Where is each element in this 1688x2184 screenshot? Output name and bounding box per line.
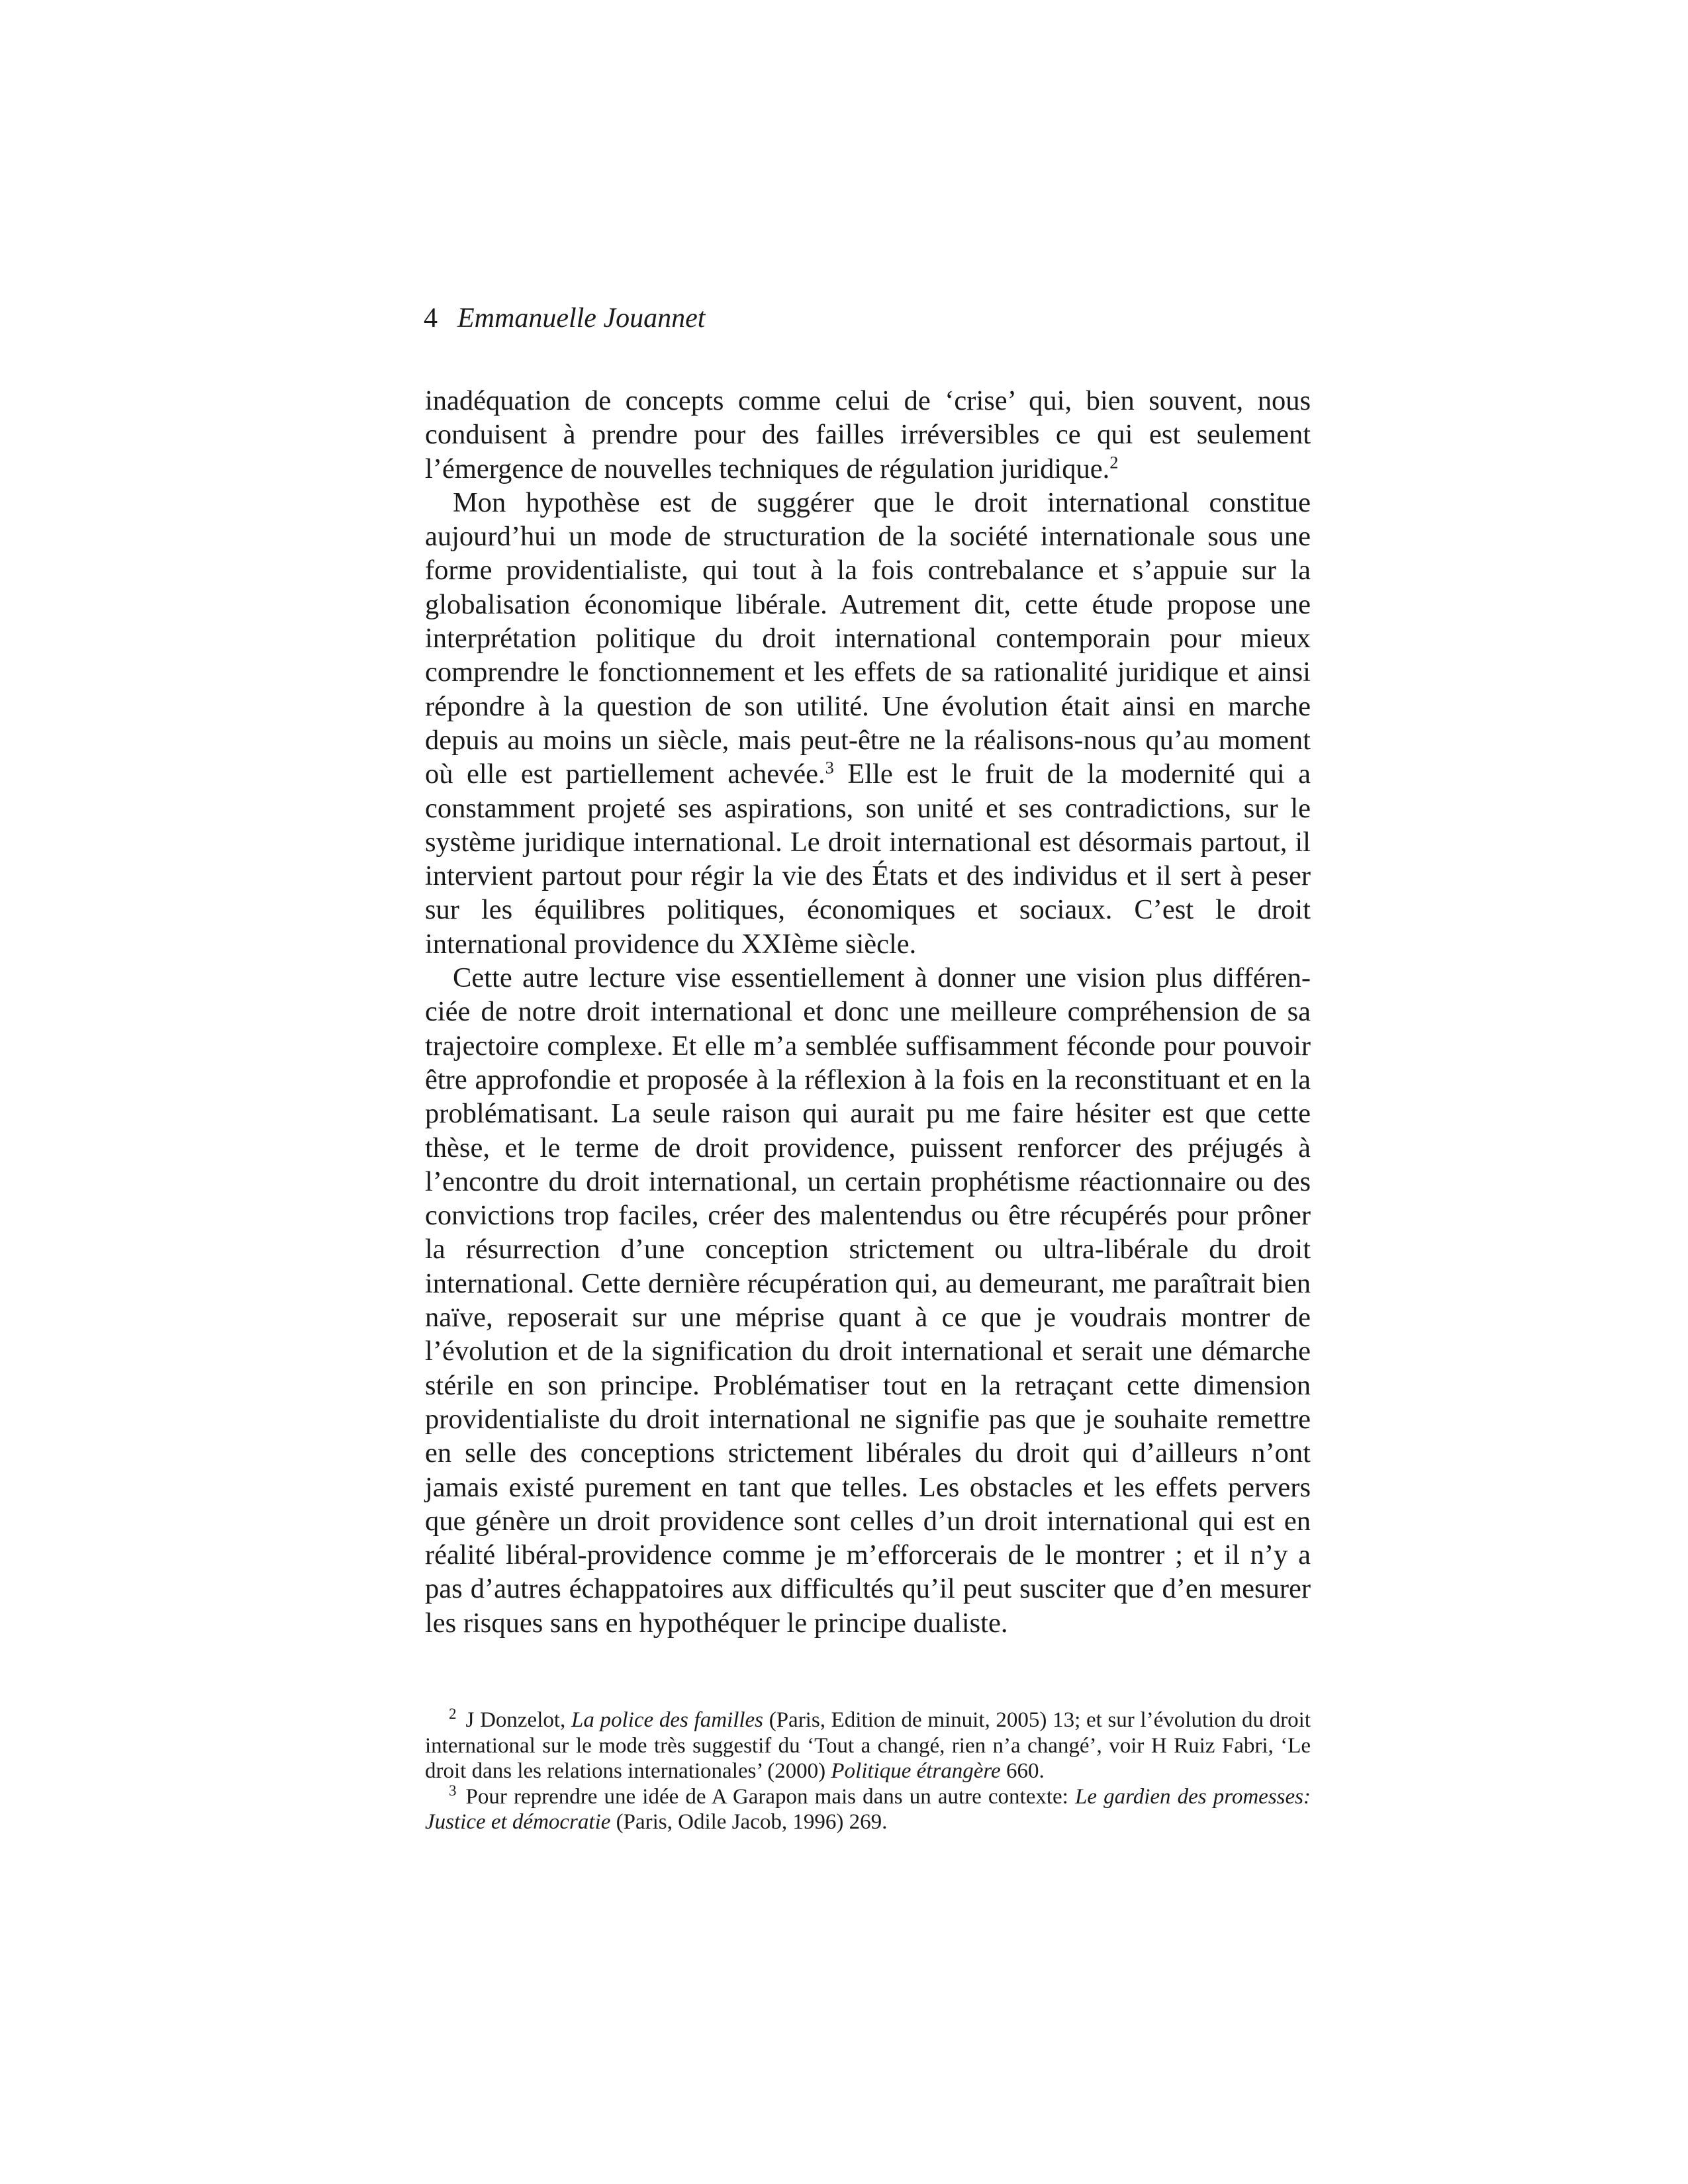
- paragraph-2: [425, 486, 1311, 961]
- running-head: [424, 301, 1311, 336]
- footnote-3-mark: 3: [449, 1781, 457, 1799]
- body-text: [425, 384, 1311, 1640]
- footnote-ref-3[interactable]: 3: [825, 758, 834, 778]
- footnote-2: [425, 1707, 1311, 1784]
- paragraph-2-text-a: Mon hypothèse est de suggérer que le droit international constitue aujourd’hui un mode de structuration de la société internationale sous une forme providentialiste, qui tout à la fois contrebalance et s’appuie sur la globalisation économique libérale. Autrement dit, cette étude propose une interprétation politique du droit international contemporain pour mieux comprendre le fonctionnement et les effets de sa rationalité juridique et ainsi répondre à la question de son utilité. Une évolution était ainsi en marche depuis au moins un siècle, mais peut-être ne la réalisons-nous qu’au moment où elle est partiellement achevée.: [425, 486, 1311, 790]
- footnote-2-title-2: Politique étrangère: [831, 1759, 1001, 1783]
- footnote-2-text-2: (Paris, Edition de minuit, 2005) 13; et sur l’évolution du droit international sur le mode très suggestif du ‘Tout a changé, rien n’a changé’, voir H Ruiz Fabri, ‘Le droit dans les relations internationales’ (2000): [425, 1708, 1311, 1783]
- footnote-3-title-1: Le gardien des promesses: Justice et démocratie: [425, 1784, 1311, 1834]
- running-head-author: Emmanuelle Jouannet: [457, 303, 706, 334]
- footnote-2-text-1: J Donzelot,: [465, 1708, 571, 1732]
- paragraph-1-text: inadéquation de concepts comme celui de ‘crise’ qui, bien souvent, nous conduisent à prendre pour des failles irréversibles ce qui est seulement l’émergence de nouvelles techniques de régulation juridique.: [425, 385, 1311, 484]
- footnote-3: [425, 1781, 1311, 1835]
- footnotes: [425, 1707, 1311, 1835]
- footnote-2-mark: 2: [449, 1705, 457, 1723]
- paragraph-2-text-b: Elle est le fruit de la modernité qui a constamment projeté ses aspirations, son unité et ses contradictions, sur le système juridique international. Le droit international est désormais partout, il intervient partout pour régir la vie des États et des individus et il sert à peser sur les équilibres politiques, économiques et sociaux. C’est le droit international providence du XXIème siècle.: [425, 758, 1311, 960]
- footnote-2-text-3: 660.: [1000, 1759, 1045, 1783]
- paragraph-3: [425, 961, 1311, 1640]
- paragraph-3-text: Cette autre lecture vise essentiellement à donner une vision plus différenciée de notre droit international et donc une meilleure compréhension de sa trajectoire complexe. Et elle m’a semblée suffisamment féconde pour pouvoir être approfondie et proposée à la réflexion à la fois en la reconstituant et en la problématisant. La seule raison qui aurait pu me faire hésiter est que cette thèse, et le terme de droit providence, puissent renforcer des préjugés à l’encontre du droit international, un certain prophétisme réactionnaire ou des convictions trop faciles, créer des malentendus ou être récupérés pour prôner la résurrection d’une conception strictement ou ultra-libérale du droit international. Cette dernière récupération qui, au demeurant, me paraîtrait bien naïve, reposerait sur une méprise quant à ce que je voudrais montrer de l’évolution et de la signification du droit international et serait une démarche stérile en son principe. Problématiser tout en la retraçant cette dimension providentialiste du droit international ne signifie pas que je souhaite remettre en selle des conceptions strictement libérales du droit qui d’ailleurs n’ont jamais existé purement en tant que telles. Les obstacles et les effets pervers que génère un droit providence sont celles d’un droit international qui est en réalité libéral-providence comme je m’efforcerais de le montrer ; et il n’y a pas d’autres échappatoires aux difficultés qu’il peut susciter que d’en mesurer les risques sans en hypothéquer le principe dualiste.: [425, 962, 1311, 1639]
- footnote-ref-2[interactable]: 2: [1109, 453, 1119, 473]
- page-number: 4: [424, 303, 438, 334]
- footnote-3-text-2: (Paris, Odile Jacob, 1996) 269.: [610, 1810, 888, 1834]
- footnote-3-text-1: Pour reprendre une idée de A Garapon mais dans un autre contexte:: [465, 1784, 1075, 1809]
- paragraph-1: [425, 384, 1311, 486]
- footnote-2-title-1: La police des familles: [571, 1708, 764, 1732]
